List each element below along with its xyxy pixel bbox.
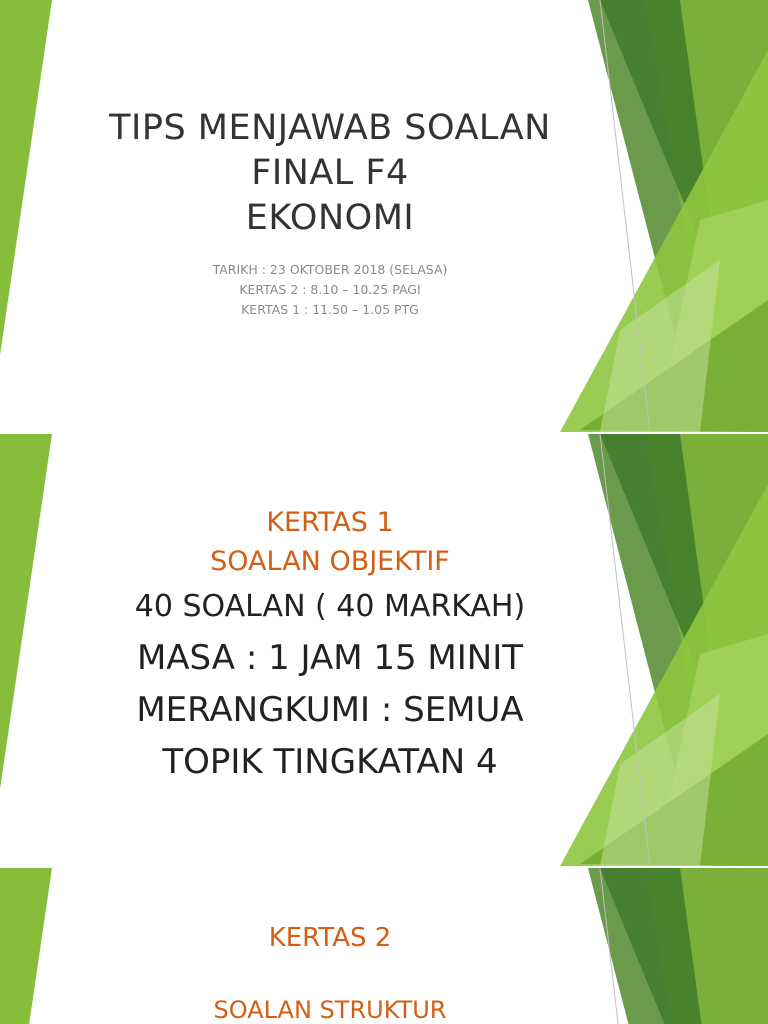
slide-3 — [0, 868, 768, 1024]
slide-3-content — [60, 920, 600, 1024]
body-line: TOPIK TINGKATAN 4 — [162, 742, 498, 782]
slide-2 — [0, 434, 768, 866]
body-line: 40 SOALAN ( 40 MARKAH) — [134, 589, 526, 624]
slide-1-title — [60, 106, 600, 241]
title-line: EKONOMI — [245, 198, 415, 238]
slide-1 — [0, 0, 768, 432]
slide-2-heading: KERTAS 1 — [266, 507, 394, 538]
title-line: TIPS MENJAWAB SOALAN — [109, 108, 551, 148]
slide-3-subheading: SOALAN STRUKTUR — [213, 996, 447, 1024]
subtitle-line: TARIKH : 23 OKTOBER 2018 (SELASA) — [212, 262, 448, 277]
slide-1-subtitle — [60, 260, 600, 320]
slide-2-subheading: SOALAN OBJEKTIF — [210, 546, 450, 577]
body-line: MASA : 1 JAM 15 MINIT — [136, 638, 524, 678]
slide-2-content — [60, 504, 600, 788]
subtitle-line: KERTAS 1 : 11.50 – 1.05 PTG — [241, 302, 419, 317]
title-line: FINAL F4 — [251, 153, 409, 193]
body-line: MERANGKUMI : SEMUA — [136, 690, 524, 730]
slide-3-heading: KERTAS 2 — [268, 923, 392, 953]
subtitle-line: KERTAS 2 : 8.10 – 10.25 PAGI — [239, 282, 421, 297]
